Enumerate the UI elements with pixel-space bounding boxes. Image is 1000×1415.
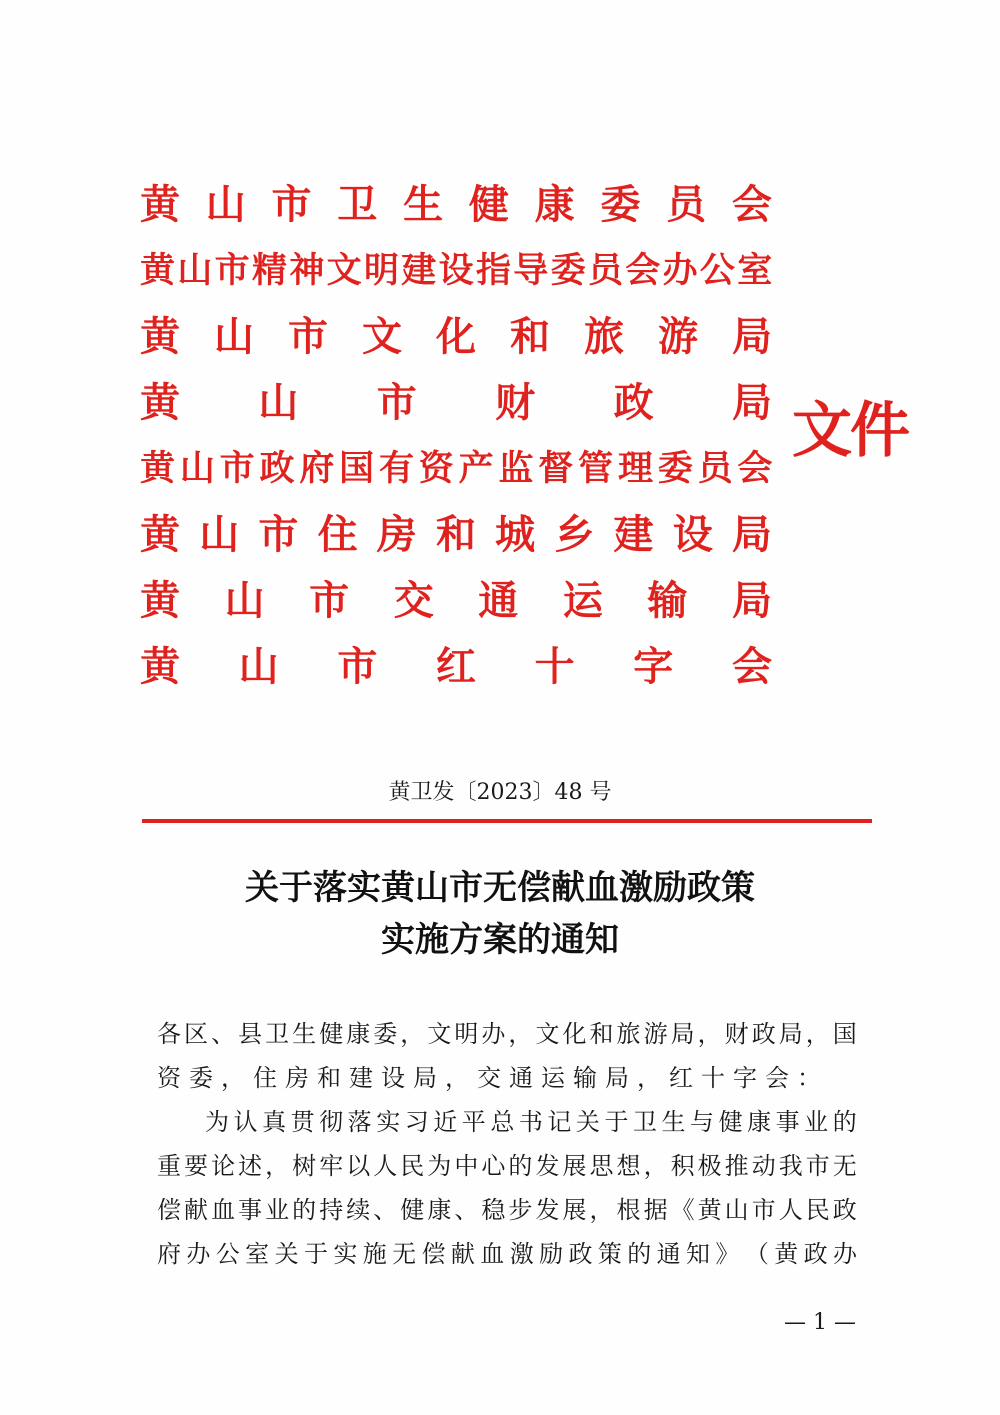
body-char: 康	[427, 1196, 452, 1224]
agency-char: 财	[495, 379, 536, 426]
body-char: 县	[238, 1020, 263, 1048]
agency-char: 字	[633, 643, 674, 690]
body-char: 业	[265, 1196, 290, 1224]
body-char: 想	[616, 1152, 641, 1180]
body-char: 论	[211, 1152, 236, 1180]
agency-char: 乡	[554, 511, 595, 558]
agency-char: 导	[513, 250, 548, 291]
body-char: ，	[400, 1020, 425, 1048]
body-char: 局	[778, 1020, 803, 1048]
title-line-1: 关于落实黄山市无偿献血激励政策	[245, 868, 755, 908]
body-line	[157, 1144, 857, 1188]
body-char: 旅	[616, 1020, 641, 1048]
body-char: 心	[481, 1152, 506, 1180]
agency-char: 委	[550, 250, 586, 291]
body-char: 落	[347, 1108, 372, 1136]
agency-char: 城	[495, 511, 536, 558]
body-char: 展	[562, 1196, 587, 1224]
agency-char: 健	[468, 181, 509, 228]
body-char: 明	[454, 1020, 479, 1048]
body-char: 市	[805, 1152, 830, 1180]
body-char: 办	[186, 1240, 211, 1268]
body-char: 实	[376, 1108, 401, 1136]
agency-char: 建	[401, 250, 436, 291]
body-char: 献	[184, 1196, 209, 1224]
agency-char: 市	[309, 577, 350, 624]
body-char: 政	[751, 1020, 776, 1048]
body-char: 、	[373, 1196, 398, 1224]
agency-char: 委	[657, 448, 693, 489]
body-char: 政	[568, 1240, 593, 1268]
body-char: 为	[427, 1152, 452, 1180]
agency-char: 政	[259, 448, 294, 489]
body-char: 的	[292, 1196, 317, 1224]
body-line	[157, 1232, 857, 1276]
body-char: ，	[697, 1020, 722, 1048]
body-char: 市	[751, 1196, 776, 1224]
body-char: 关	[575, 1108, 600, 1136]
body-char: 平	[461, 1108, 486, 1136]
body-char: 思	[589, 1152, 614, 1180]
agency-char: 文	[326, 250, 362, 291]
body-char: 记	[547, 1108, 572, 1136]
body-char: ，	[805, 1020, 830, 1048]
body-char: 偿	[421, 1240, 446, 1268]
body-char: 述	[238, 1152, 263, 1180]
body-char: 中	[454, 1152, 479, 1180]
agency-line	[140, 172, 772, 238]
agency-char: 建	[613, 511, 654, 558]
body-char: 卫	[265, 1020, 290, 1048]
body-char: 积	[670, 1152, 695, 1180]
agency-char: 市	[337, 643, 378, 690]
body-char: 发	[535, 1196, 560, 1224]
agency-char: 交	[393, 577, 434, 624]
body-char: 稳	[481, 1196, 506, 1224]
agency-char: 山	[179, 448, 215, 489]
agency-char: 会	[731, 643, 772, 690]
issuing-agencies	[140, 172, 772, 700]
agency-char: 山	[199, 511, 240, 558]
body-char: 于	[604, 1108, 629, 1136]
body-char: 办	[832, 1240, 857, 1268]
body-char: 我	[778, 1152, 803, 1180]
body-char: 业	[804, 1108, 829, 1136]
agency-char: 国	[339, 448, 374, 489]
agency-char: 黄	[140, 511, 180, 558]
agency-char: 和	[435, 511, 476, 558]
body-char: 重	[157, 1152, 181, 1180]
body-char: 国	[832, 1020, 857, 1048]
body-char: 生	[661, 1108, 686, 1136]
body-char: 偿	[157, 1196, 181, 1224]
body-char: 政	[803, 1240, 828, 1268]
body-char: 关	[274, 1240, 299, 1268]
agency-char: 旅	[584, 313, 624, 360]
body-char: 书	[518, 1108, 543, 1136]
agency-char: 市	[258, 511, 299, 558]
body-char: 民	[805, 1196, 830, 1224]
body-char: 习	[404, 1108, 429, 1136]
agency-char: 住	[317, 511, 358, 558]
body-char: 生	[292, 1020, 317, 1048]
body-char: ，	[589, 1196, 614, 1224]
title-line-2: 实施方案的通知	[381, 920, 619, 960]
agency-char: 府	[299, 448, 334, 489]
agency-char: 卫	[337, 181, 378, 228]
agency-char: 公	[699, 250, 735, 291]
body-char: 无	[392, 1240, 417, 1268]
agency-line	[140, 568, 772, 634]
body-char: 树	[292, 1152, 317, 1180]
body-char: 持	[319, 1196, 344, 1224]
body-char: 认	[233, 1108, 258, 1136]
body-char: 游	[643, 1020, 668, 1048]
agency-char: 管	[578, 448, 613, 489]
body-char: 文	[535, 1020, 560, 1048]
agency-line	[140, 436, 772, 502]
page-number: — 1 —	[784, 1310, 856, 1335]
body-char: 各	[157, 1020, 181, 1048]
agency-char: 黄	[140, 577, 180, 624]
agency-char: 房	[376, 511, 417, 558]
body-char: 室	[245, 1240, 270, 1268]
body-char: 委	[373, 1020, 398, 1048]
agency-char: 山	[238, 643, 279, 690]
body-char: 卫	[632, 1108, 657, 1136]
agency-line	[140, 634, 772, 700]
agency-char: 督	[538, 448, 573, 489]
agency-char: 红	[435, 643, 476, 690]
agency-char: 市	[288, 313, 328, 360]
body-line: 资委，住房和建设局，交通运输局，红十字会：	[157, 1064, 829, 1092]
document-number: 黄卫发〔2023〕48 号	[388, 780, 612, 805]
body-line	[157, 1100, 857, 1144]
body-char: 民	[400, 1152, 425, 1180]
body-char: 知	[686, 1240, 711, 1268]
agency-char: 十	[534, 643, 575, 690]
body-char: 展	[562, 1152, 587, 1180]
agency-char: 神	[289, 250, 324, 291]
body-char: 血	[211, 1196, 236, 1224]
body-char: 财	[724, 1020, 749, 1048]
body-char: 文	[427, 1020, 452, 1048]
body-char: 山	[724, 1196, 749, 1224]
agency-char: 游	[658, 313, 698, 360]
body-char: 区	[184, 1020, 209, 1048]
agency-char: 局	[731, 511, 772, 558]
body-text	[157, 1012, 857, 1276]
agency-char: 设	[672, 511, 713, 558]
body-char: 于	[303, 1240, 328, 1268]
body-char: 激	[509, 1240, 534, 1268]
agency-char: 员	[697, 448, 733, 489]
agency-char: 办	[662, 250, 698, 291]
agency-char: 精	[251, 250, 287, 291]
agency-char: 输	[647, 577, 688, 624]
body-char: 总	[490, 1108, 515, 1136]
body-char: 公	[215, 1240, 240, 1268]
agency-char: 市	[214, 250, 250, 291]
document-type-label: 文件	[792, 396, 908, 466]
agency-line	[140, 238, 772, 304]
body-char: 、	[211, 1020, 236, 1048]
body-char: 要	[184, 1152, 209, 1180]
agency-char: 化	[436, 313, 476, 360]
body-line	[157, 1188, 857, 1232]
body-char: 的	[832, 1108, 857, 1136]
body-char: 极	[697, 1152, 722, 1180]
body-char: 推	[724, 1152, 749, 1180]
body-char: 黄	[774, 1240, 799, 1268]
agency-char: 山	[258, 379, 299, 426]
body-char: 局	[670, 1020, 695, 1048]
body-char: ，	[643, 1152, 668, 1180]
body-char: 办	[481, 1020, 506, 1048]
body-char: 以	[346, 1152, 371, 1180]
body-char: 贯	[290, 1108, 315, 1136]
body-char: 健	[718, 1108, 743, 1136]
body-char: ，	[265, 1152, 290, 1180]
agency-char: 康	[534, 181, 575, 228]
body-char: 真	[262, 1108, 287, 1136]
agency-line	[140, 304, 772, 370]
agency-char: 黄	[140, 379, 180, 426]
agency-char: 员	[587, 250, 623, 291]
body-char: 康	[747, 1108, 772, 1136]
agency-char: 有	[378, 448, 414, 489]
body-char: 人	[373, 1152, 398, 1180]
agency-char: 委	[600, 181, 641, 228]
agency-char: 资	[418, 448, 454, 489]
body-char: （	[744, 1240, 769, 1268]
body-char: 根	[616, 1196, 641, 1224]
agency-char: 山	[205, 181, 246, 228]
body-char: 动	[751, 1152, 776, 1180]
body-char: 》	[715, 1240, 740, 1268]
agency-char: 员	[666, 181, 707, 228]
body-char: 献	[450, 1240, 475, 1268]
body-char: 彻	[319, 1108, 344, 1136]
body-char: 与	[690, 1108, 715, 1136]
body-char: 健	[400, 1196, 425, 1224]
agency-char: 明	[363, 250, 399, 291]
body-char: 的	[508, 1152, 533, 1180]
body-line	[157, 1012, 857, 1056]
body-char: 事	[775, 1108, 800, 1136]
agency-char: 会	[737, 448, 772, 489]
body-char: 黄	[697, 1196, 722, 1224]
agency-char: 监	[498, 448, 533, 489]
agency-char: 生	[403, 181, 444, 228]
body-char: 步	[508, 1196, 533, 1224]
agency-char: 山	[177, 250, 212, 291]
body-char: 人	[778, 1196, 803, 1224]
agency-char: 和	[510, 313, 550, 360]
agency-char: 会	[625, 250, 660, 291]
body-char: 无	[832, 1152, 857, 1180]
body-char: 事	[238, 1196, 263, 1224]
body-char: 和	[589, 1020, 614, 1048]
agency-line	[140, 370, 772, 436]
body-char: ，	[508, 1020, 533, 1048]
body-char: 据	[643, 1196, 668, 1224]
body-char: 通	[656, 1240, 681, 1268]
body-char: 的	[627, 1240, 652, 1268]
body-char: 施	[362, 1240, 387, 1268]
agency-char: 指	[475, 250, 511, 291]
body-char: 化	[562, 1020, 587, 1048]
body-char: 牢	[319, 1152, 344, 1180]
agency-char: 产	[458, 448, 494, 489]
agency-char: 政	[613, 379, 654, 426]
body-char: 血	[480, 1240, 505, 1268]
body-char: 《	[670, 1196, 695, 1224]
body-char: 近	[433, 1108, 458, 1136]
body-char: 实	[333, 1240, 358, 1268]
agency-char: 黄	[140, 181, 180, 228]
body-char: 策	[597, 1240, 622, 1268]
agency-char: 市	[376, 379, 417, 426]
agency-char: 局	[732, 313, 772, 360]
body-char: 康	[346, 1020, 371, 1048]
agency-char: 黄	[140, 250, 175, 291]
agency-char: 室	[737, 250, 772, 291]
body-char: 、	[454, 1196, 479, 1224]
agency-char: 局	[731, 379, 772, 426]
body-char: 为	[205, 1108, 229, 1136]
body-char: 健	[319, 1020, 344, 1048]
document-title	[0, 862, 1000, 966]
agency-char: 运	[562, 577, 603, 624]
agency-char: 市	[219, 448, 255, 489]
agency-char: 设	[438, 250, 474, 291]
red-separator-rule	[142, 819, 872, 823]
body-char: 府	[157, 1240, 181, 1268]
body-char: 政	[832, 1196, 857, 1224]
body-char: 发	[535, 1152, 560, 1180]
agency-char: 黄	[140, 448, 175, 489]
agency-char: 山	[224, 577, 265, 624]
agency-char: 局	[731, 577, 772, 624]
agency-char: 会	[731, 181, 772, 228]
agency-char: 理	[617, 448, 653, 489]
agency-char: 文	[362, 313, 402, 360]
agency-char: 黄	[140, 643, 180, 690]
agency-char: 黄	[140, 313, 180, 360]
agency-line	[140, 502, 772, 568]
agency-char: 市	[271, 181, 312, 228]
body-char: 续	[346, 1196, 371, 1224]
body-char: 励	[539, 1240, 564, 1268]
agency-char: 山	[214, 313, 254, 360]
agency-char: 通	[478, 577, 519, 624]
